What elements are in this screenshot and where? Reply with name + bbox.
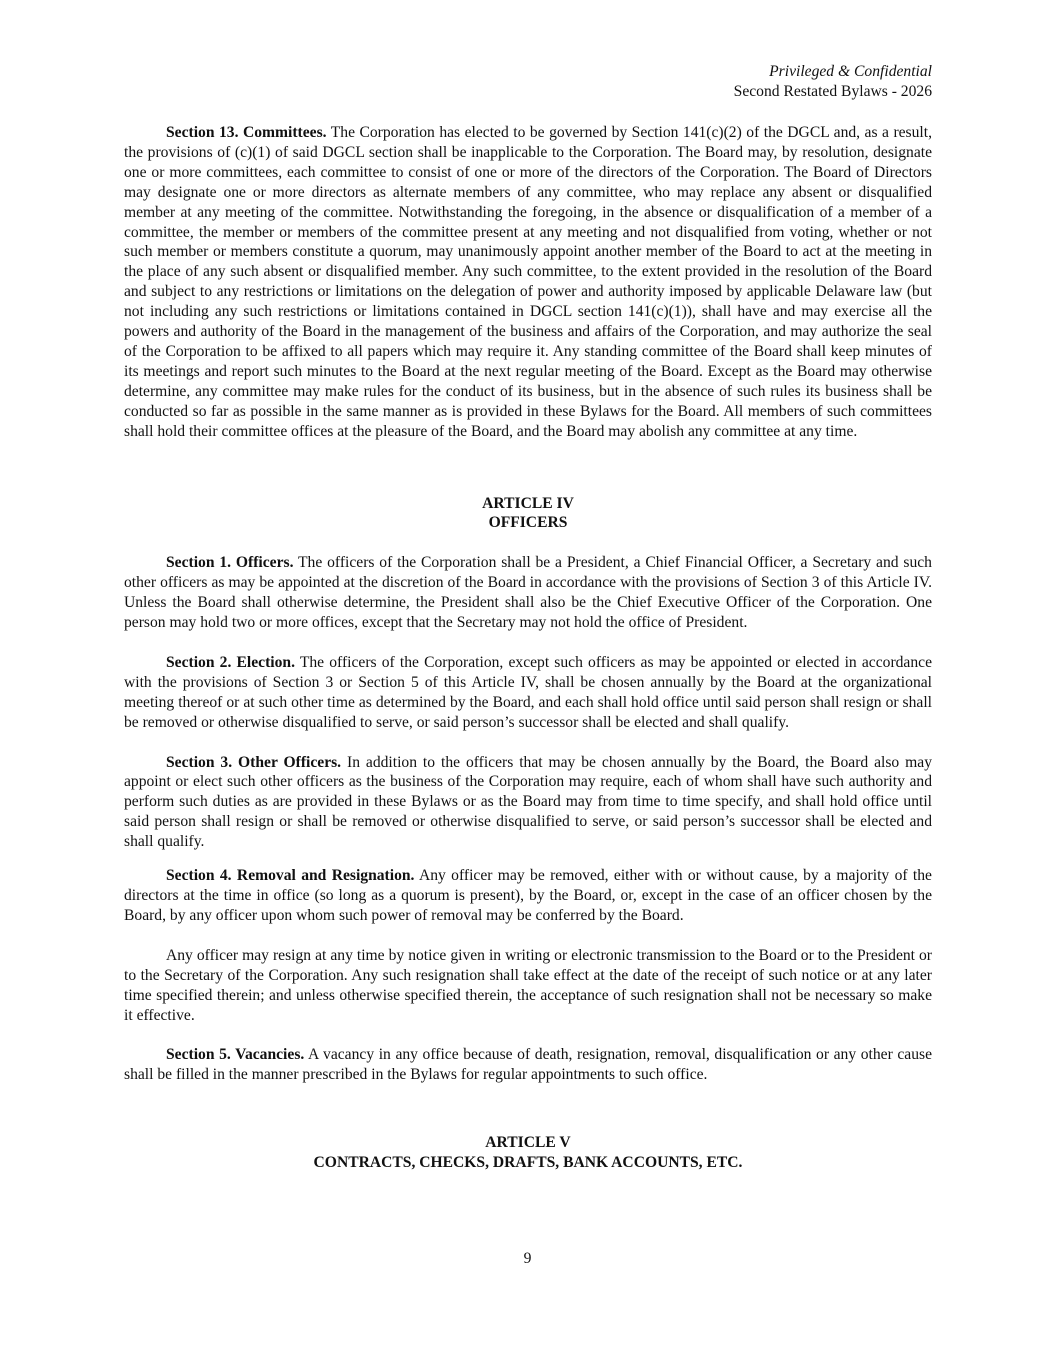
section-1-officers bbox=[124, 553, 932, 633]
article-v-number: ARTICLE V bbox=[485, 1134, 571, 1152]
article-v-title: CONTRACTS, CHECKS, DRAFTS, BANK ACCOUNTS, ETC. bbox=[313, 1154, 743, 1172]
document-title: Second Restated Bylaws - 2026 bbox=[733, 83, 932, 100]
section-4-removal-resignation bbox=[124, 866, 932, 926]
section-5-vacancies bbox=[124, 1045, 932, 1085]
section-heading: Section 4. Removal and Resignation. bbox=[166, 867, 415, 885]
document-body bbox=[124, 123, 932, 1173]
section-text: The officers of the Corporation, except such officers as may be appointed or elected in accordance with the provisions of Section 3 or Section 5 of this Article IV, shall be chosen annually by the Board at the organizational meeting thereof or at such other time as determined by the Board, and each shall hold office until said person shall resign or shall be removed or otherwise disqualified to serve, or said person’s successor shall be elected and shall qualify. bbox=[124, 653, 932, 731]
section-heading: Section 1. Officers. bbox=[166, 554, 294, 572]
section-13-committees bbox=[124, 123, 932, 442]
section-text: In addition to the officers that may be chosen annually by the Board, the Board also may appoint or elect such other officers as the business of the Corporation may require, each of whom shall have such authority and perform such duties as are provided in these Bylaws or as the Board may from time to time specify, and shall hold office until said person shall resign or shall be removed or otherwise disqualified to serve, or said person’s successor shall be elected and shall qualify. bbox=[124, 753, 932, 851]
section-heading: Section 2. Election. bbox=[166, 653, 295, 671]
article-iv-number: ARTICLE IV bbox=[482, 494, 574, 512]
section-heading: Section 5. Vacancies. bbox=[166, 1046, 305, 1064]
section-4-continuation: Any officer may resign at any time by notice given in writing or electronic transmission to the Board or to the President or to the Secretary of the Corporation. Any such resignation shall take effect at the date of the receipt of such notice or at any later time specified therein; and unless otherwise specified therein, the acceptance of such resignation shall not be necessary so make it effective. bbox=[124, 946, 932, 1024]
privileged-notice: Privileged & Confidential bbox=[769, 63, 932, 80]
article-iv-title: OFFICERS bbox=[488, 514, 568, 532]
section-text: Any officer may be removed, either with or without cause, by a majority of the directors at the time in office (so long as a quorum is present), by the Board, or, except in the case of an officer chosen by the Board, by any officer upon whom such power of removal may be conferred by the Board. bbox=[124, 867, 932, 924]
section-heading: Section 3. Other Officers. bbox=[166, 753, 342, 771]
section-2-election bbox=[124, 653, 932, 733]
section-3-other-officers bbox=[124, 753, 932, 853]
page-header bbox=[734, 62, 932, 102]
page-number: 9 bbox=[523, 1250, 532, 1267]
section-text: The officers of the Corporation shall be a President, a Chief Financial Officer, a Secretary and such other officers as may be appointed at the discretion of the Board in accordance with the provisions of Section 3 of this Article IV. Unless the Board shall otherwise determine, the President shall also be the Chief Executive Officer of the Corporation. One person may hold two or more offices, except that the Secretary may not hold the office of President. bbox=[124, 554, 932, 632]
section-text: A vacancy in any office because of death, resignation, removal, disqualification or any other cause shall be filled in the manner prescribed in the Bylaws for regular appointments to such office. bbox=[124, 1046, 933, 1084]
section-text: The Corporation has elected to be governed by Section 141(c)(2) of the DGCL and, as a result, the provisions of (c)(1) of said DGCL section shall be inapplicable to the Corporation. The Board may, by resolution, designate one or more committees, each committee to consist of one or more of the directors of the Corporation. The Board of Directors may designate one or more directors as alternate members of any committee, who may replace any absent or disqualified member at any meeting of the committee. Notwithstanding the foregoing, in the absence or disqualification of a member of a committee, the member or members of the committee present at any meeting and not disqualified from voting, whether or not such member or members constitute a quorum, may unanimously appoint another member of the Board to act at the meeting in the place of any such absent or disqualified member. Any such committee, to the extent provided in the resolution of the Board and subject to any restrictions or limitations on the delegation of power and authority imposed by applicable Delaware law (but not including any such restrictions or limitations contained in DGCL section 141(c)(1)), shall have and may exercise all the powers and authority of the Board in the management of the business and affairs of the Corporation, and may authorize the seal of the Corporation to be affixed to all papers which may require it. Any standing committee of the Board shall keep minutes of its meetings and report such minutes to the Board at the next regular meeting of the Board. Except as the Board may otherwise determine, any committee may make rules for the conduct of its business, but in the absence of such rules its business shall be conducted so far as possible in the same manner as is provided in these Bylaws for the Board. All members of such committees shall hold their committee offices at the pleasure of the Board, and the Board may abolish any committee at any time. bbox=[124, 124, 932, 440]
section-heading: Section 13. Committees. bbox=[166, 124, 327, 141]
